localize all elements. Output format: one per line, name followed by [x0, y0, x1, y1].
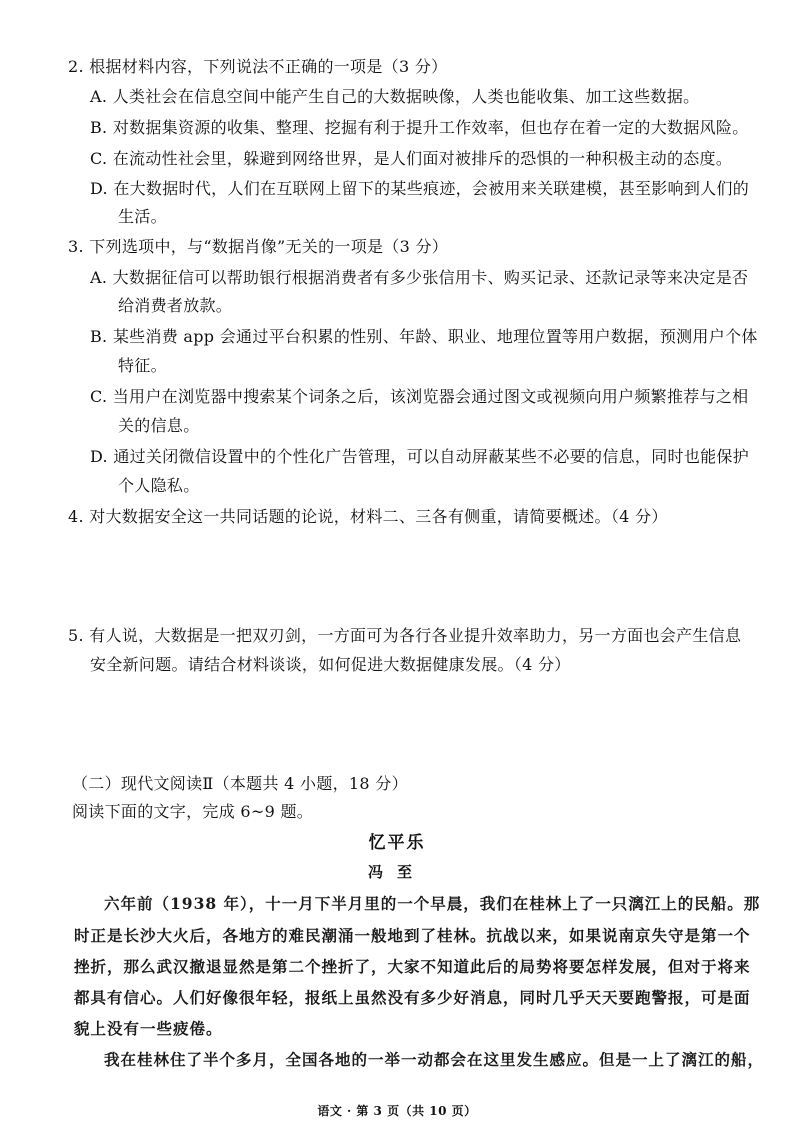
- q5-stem-cont: 安全新问题。请结合材料谈谈，如何促进大数据健康发展。（4 分）: [90, 655, 571, 674]
- article-paragraph-1-line-3: 挫折，那么武汉撤退显然是第二个挫折了，大家不知道此后的局势将要怎样发展，但对于将来: [74, 957, 751, 976]
- article-paragraph-1-line-4: 都具有信心。人们好像很年轻，报纸上虽然没有多少好消息，同时几乎天天要跑警报，可是面: [74, 988, 751, 1007]
- q3-option-c-cont: 关的信息。: [118, 416, 200, 435]
- article-title: 忆平乐: [368, 833, 426, 853]
- q3-option-a-cont: 给消费者放款。: [118, 296, 233, 315]
- article-paragraph-2-line-1: 我在桂林住了半个多月，全国各地的一举一动都会在这里发生感应。但是一上了漓江的船，: [104, 1050, 765, 1069]
- q3-option-b-cont: 特征。: [118, 356, 167, 375]
- article-paragraph-1-line-2: 时正是长沙大火后，各地方的难民潮涌一般地到了桂林。抗战以来，如果说南京失守是第一个: [74, 926, 751, 945]
- article-paragraph-1-line-5: 貌上没有一些疲倦。: [74, 1019, 223, 1038]
- section-instruction: 阅读下面的文字，完成 6~9 题。: [72, 802, 314, 821]
- q3-option-d-cont: 个人隐私。: [118, 476, 200, 495]
- q2-option-a: A. 人类社会在信息空间中能产生自己的大数据映像，人类也能收集、加工这些数据。: [90, 87, 700, 106]
- page-footer: 语文 · 第 3 页（共 10 页）: [317, 1104, 477, 1118]
- q5-stem: 5. 有人说，大数据是一把双刃剑，一方面可为各行各业提升效率助力，另一方面也会产生信息: [68, 626, 742, 645]
- article-paragraph-1-line-1: 六年前（1938 年），十一月下半月里的一个早晨，我们在桂林上了一只漓江上的民船。那: [104, 894, 761, 913]
- article-author: 冯至: [367, 863, 426, 881]
- q3-option-d: D. 通过关闭微信设置中的个性化广告管理，可以自动屏蔽某些不必要的信息，同时也能保护: [90, 447, 750, 466]
- q2-stem: 2. 根据材料内容，下列说法不正确的一项是（3 分）: [68, 57, 448, 76]
- q2-option-c: C. 在流动性社会里，躲避到网络世界，是人们面对被排斥的恐惧的一种积极主动的态度。: [90, 149, 733, 168]
- q3-option-a: A. 大数据征信可以帮助银行根据消费者有多少张信用卡、购买记录、还款记录等来决定是否: [90, 268, 749, 287]
- q3-stem: 3. 下列选项中，与“数据肖像”无关的一项是（3 分）: [68, 237, 449, 256]
- q2-option-d: D. 在大数据时代，人们在互联网上留下的某些痕迹，会被用来关联建模，甚至影响到人们的: [90, 179, 750, 198]
- q2-option-d-cont: 生活。: [118, 207, 167, 226]
- q4-stem: 4. 对大数据安全这一共同话题的论说，材料二、三各有侧重，请简要概述。（4 分）: [68, 507, 668, 526]
- section-heading: （二）现代文阅读Ⅱ（本题共 4 小题，18 分）: [72, 774, 408, 793]
- q3-option-b: B. 某些消费 app 会通过平台积累的性别、年龄、职业、地理位置等用户数据，预测用户个体: [90, 327, 758, 346]
- q2-option-b: B. 对数据集资源的收集、整理、挖掘有利于提升工作效率，但也存在着一定的大数据风险。: [90, 118, 749, 137]
- q3-option-c: C. 当用户在浏览器中搜索某个词条之后，该浏览器会通过图文或视频向用户频繁推荐与之相: [90, 387, 749, 406]
